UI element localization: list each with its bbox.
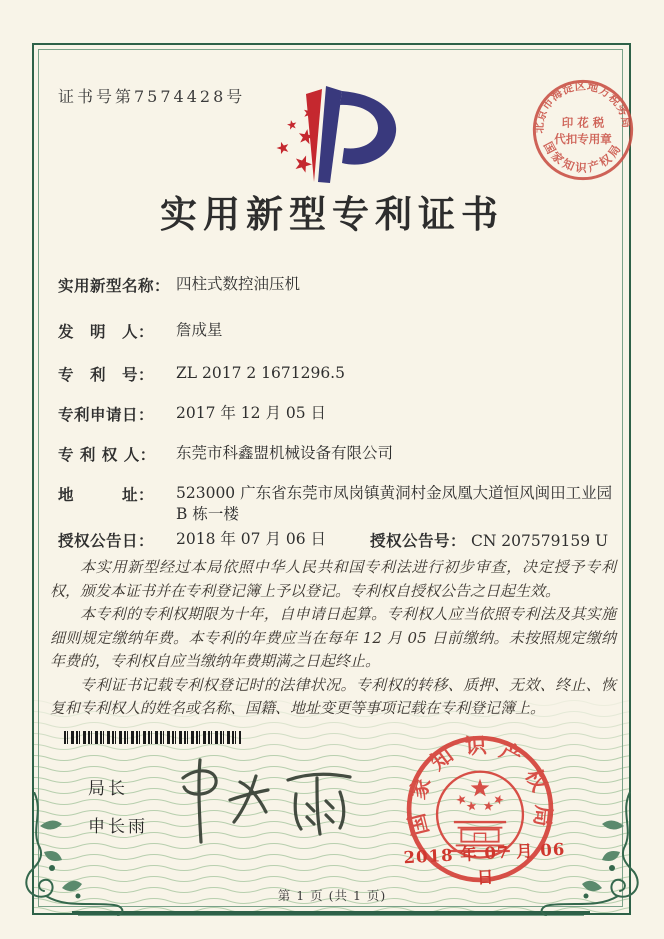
field-row-patent-number (58, 363, 618, 385)
field-value: CN 207579159 U (470, 532, 609, 550)
field-grant-number (370, 529, 608, 551)
field-value: 东莞市科鑫盟机械设备有限公司 (176, 444, 394, 462)
field-row-patentee (58, 443, 618, 465)
field-value: 523000 广东省东莞市凤岗镇黄洞村金凤凰大道恒风闽田工业园 B 栋一楼 (176, 484, 613, 523)
bottom-rule-inner (78, 915, 584, 916)
field-row-utility-model-name (58, 274, 618, 296)
commissioner-block (88, 774, 148, 850)
tax-stamp-arc-top: 北京市海淀区地方税务局 (532, 79, 634, 134)
field-label: 授权公告日： (58, 531, 155, 550)
field-value: ZL 2017 2 1671296.5 (176, 364, 345, 382)
certificate-number: 证书号第7574428号 (58, 87, 246, 106)
tax-stamp-center-line1: 印 花 税 (561, 115, 605, 130)
field-row-address (58, 483, 618, 525)
legal-paragraph-1: 本实用新型经过本局依照中华人民共和国专利法进行初步审查，决定授予专利权，颁发本证书并在专利登记簿上予以登记。专利权自授权公告之日起生效。 (50, 558, 616, 600)
field-label: 专 利 号： (58, 365, 155, 384)
legal-paragraph-2: 本专利的专利权期限为十年，自申请日起算。专利权人应当依照专利法及其实施细则规定缴纳年费。本专利的年费应当在每年 12 月 05 日前缴纳。未按照规定缴纳年费的，专利权自应当缴纳年费期满之日起终止。 (50, 605, 616, 670)
bottom-rule (72, 911, 590, 914)
cnipa-seal-arc-text: 国家知识产权局 (404, 733, 556, 838)
commissioner-title: 局长 (88, 779, 128, 799)
commissioner-signature (168, 748, 363, 850)
cnipa-logo-icon (250, 82, 408, 188)
tax-stamp-arc-bottom: 国家知识产权局 (540, 139, 624, 175)
field-value: 詹成星 (176, 321, 223, 339)
seal-date: 2018 年 07 月 06 日 (403, 839, 566, 888)
page-footer: 第 1 页 (共 1 页) (277, 888, 387, 903)
field-row-grant-date (58, 529, 618, 551)
field-row-filing-date (58, 403, 618, 425)
commissioner-name: 申长雨 (88, 817, 148, 837)
field-label: 专利申请日： (58, 405, 155, 424)
field-value: 2017 年 12 月 05 日 (176, 404, 327, 422)
legal-paragraph-3: 专利证书记载专利权登记时的法律状况。专利权的转移、质押、无效、终止、恢复和专利权人的姓名或名称、国籍、地址变更等事项记载在专利登记簿上。 (50, 675, 616, 717)
field-row-inventor (58, 320, 618, 342)
field-label: 专 利 权 人： (58, 445, 156, 464)
certificate-title: 实用新型专利证书 (160, 192, 504, 236)
tax-stamp-center-line2: 代扣专用章 (554, 131, 612, 146)
tax-stamp-seal (519, 66, 647, 194)
field-label: 发 明 人： (58, 322, 155, 341)
field-label: 地 址： (58, 485, 155, 504)
field-value: 2018 年 07 月 06 日 (176, 530, 327, 548)
field-label: 授权公告号： (370, 531, 467, 550)
field-label: 实用新型名称： (58, 276, 171, 295)
legal-text (50, 556, 616, 721)
barcode (64, 731, 241, 744)
field-value: 四柱式数控油压机 (176, 275, 301, 293)
